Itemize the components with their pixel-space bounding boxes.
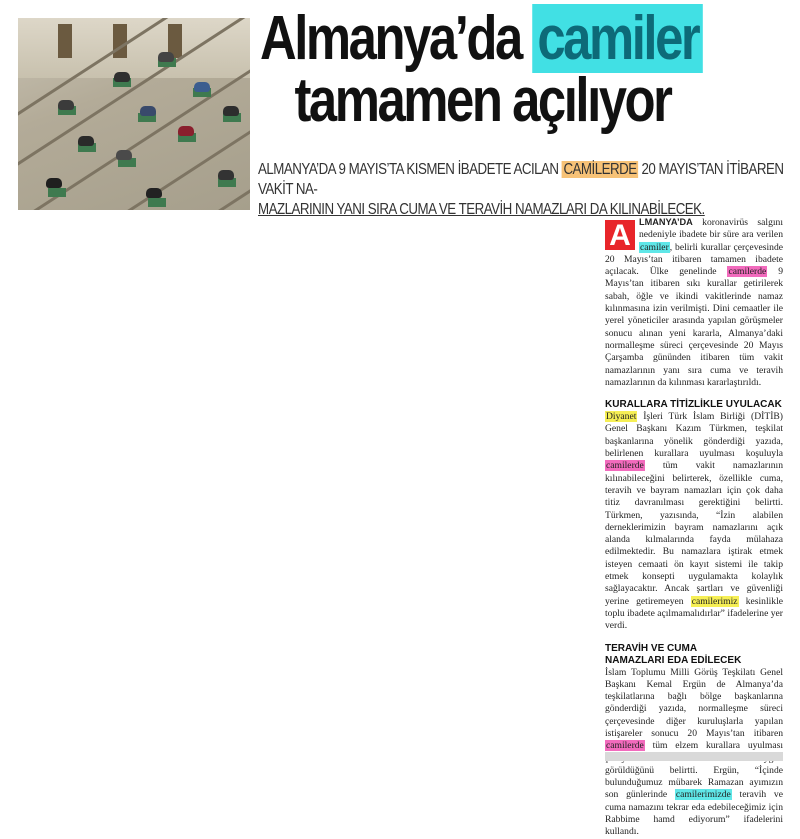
subheading-2-line-2: NAMAZLARI EDA EDİLECEK <box>605 654 742 666</box>
paragraph-2 <box>605 411 783 632</box>
body-text: tüm vakit namazlarının kılınabileceğini belirterek, özellikle cuma, teravih ve bayram namazları için çok daha titiz davranılması gerektiğini belirtti. Türkmen, yazısında, “İzin alabilen derneklerimizin bayram namazlarını açık alanda kılmalarında fayda mülahaza edilmektedir. Bu namazlara iştirak etmek isteyen cemaati ön kayıt sistemi ile takip etmek konsepti uygulamakta kolaylık sağlayacaktır. Ancak şartları ve güvenliği yerine getiremeyen <box>605 460 783 607</box>
body-text: 9 Mayıs’tan itibaren sıkı kurallar getirilerek sabah, öğle ve ikindi vakitlerinde namaz kılınmasına izin verilmişti. Dini cemaatler ile yerel yöneticiler arasında yapılan görüşmeler sonucu alınan yeni kararla, Almanya’daki normalleşme süreci çerçevesinde 20 Mayıs Çarşamba gününden itibaren tüm vakit namazlarının yanı sıra cuma ve teravih namazlarının da kılınması kararlaştırıldı. <box>605 266 783 388</box>
worshipper <box>158 52 174 62</box>
subheading-2-line-1: TERAVİH VE CUMA <box>605 642 698 654</box>
photo-wall <box>18 18 250 78</box>
body-text: koronavirüs salgını nedeniyle ibadete bir süre ara verilen <box>639 217 783 241</box>
lead-text: 20 MAYIS’TAN İTİBAREN VAKİT NA- <box>258 161 784 198</box>
body-text: İşleri Türk İslam Birliği (DİTİB) Genel Başkanı Kazım Türkmen, teşkilat başkanlarına yönelik gönderdiği yazıda, belirlenen kurallara uyulması koşuluyla <box>605 411 783 460</box>
paragraph-1 <box>605 216 783 389</box>
worshipper <box>194 82 210 92</box>
prayer-mat <box>48 188 66 197</box>
worshipper <box>140 106 156 116</box>
keyword-highlight: camilerimizde <box>675 789 731 801</box>
body-text: tüm elzem kurallara uyulması görüldüğünü belirtti. Ergün, “İçinde bulunduğumuz mübarek Ramazan ayımızın son günlerinde <box>605 740 783 801</box>
lead-highlight: CAMİLERDE <box>563 161 637 178</box>
headline-line-2: tamamen açılıyor <box>294 66 671 135</box>
worshipper <box>114 72 130 82</box>
headline <box>260 4 699 135</box>
keyword-highlight: camilerde <box>606 740 644 752</box>
article-photo <box>18 18 250 210</box>
subheading-2 <box>605 643 783 667</box>
lead-line-2: MAZLARININ YANI SIRA CUMA VE TERAVİH NAMAZLARI DA KILINABİLECEK. <box>258 201 705 218</box>
intro-word: LMANYA’DA <box>639 217 693 227</box>
worshipper <box>146 188 162 198</box>
worshipper <box>116 150 132 160</box>
worshipper <box>46 178 62 188</box>
worshipper <box>178 126 194 136</box>
column-bottom-rule <box>605 752 783 761</box>
headline-text: Almanya’da <box>260 4 533 73</box>
keyword-highlight: camilerimiz <box>691 595 738 607</box>
headline-line-1 <box>260 4 699 73</box>
keyword-highlight: camilerde <box>606 460 644 472</box>
photo-door <box>58 24 72 58</box>
keyword-highlight: camilerde <box>728 266 767 278</box>
keyword-highlight: Diyanet <box>606 411 637 423</box>
body-text: İslam Toplumu Milli Görüş Teşkilatı Genel Başkanı Kemal Ergün de Almanya’da teşkilatlarına bağlı bölge başkanlarına gönderdiği yazıda, normalleşme süreci çerçevesinde diğer kuruluşlarla yapılan istişareler sonucu 20 Mayıs’tan itibaren <box>605 666 783 739</box>
keyword-highlight: camiler <box>640 241 669 253</box>
worshipper <box>78 136 94 146</box>
worshipper <box>218 170 234 180</box>
worshipper <box>223 106 239 116</box>
headline-highlight: camiler <box>532 4 703 73</box>
body-text: , belirli kurallar çerçevesinde 20 Mayıs’tan itibaren tamamen ibadete açılacak. Ülke genelinde <box>605 241 783 278</box>
lead-line-1 <box>258 160 789 200</box>
worshipper <box>58 100 74 110</box>
body-text: teravih ve cuma namazını tekrar eda edebileceğimiz için Rabbime hamd ediyorum” ifadelerini kullandı. <box>605 789 783 838</box>
subheading-1: KURALLARA TİTİZLİKLE UYULACAK <box>605 399 782 411</box>
article-body <box>605 216 783 839</box>
lead-text: ALMANYA’DA 9 MAYIS’TA KISMEN İBADETE ACILAN <box>258 161 562 178</box>
body-text: kesinlikle toplu ibadete açılmamalıdırlar” ifadelerine yer verdi. <box>605 595 783 632</box>
lead-paragraph <box>258 160 789 220</box>
dropcap: A <box>605 220 635 250</box>
prayer-mat <box>148 198 166 207</box>
